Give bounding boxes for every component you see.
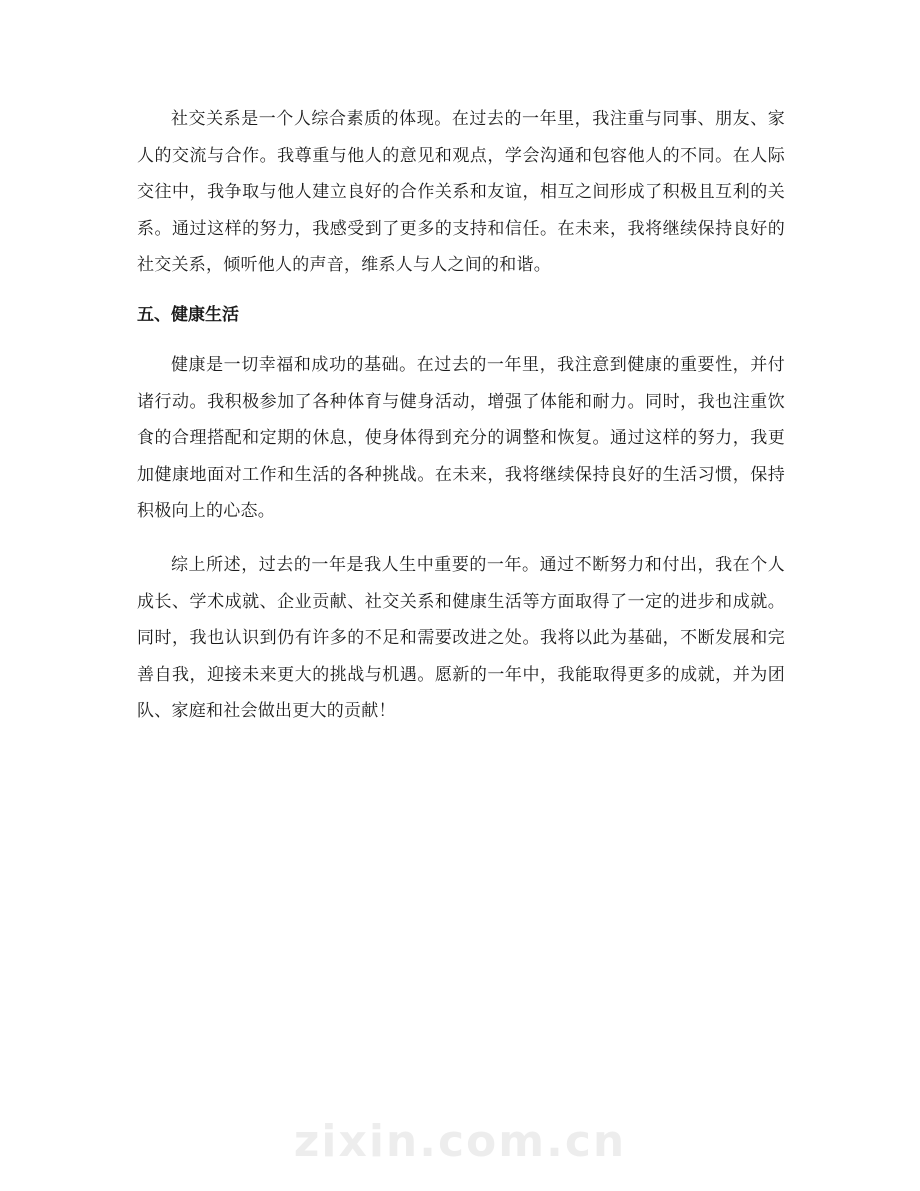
document-body (137, 101, 785, 730)
section-heading-health: 五、健康生活 (137, 304, 239, 325)
paragraph-spacer (137, 530, 785, 547)
watermark-logo: zixin.com.cn (293, 1116, 627, 1167)
paragraph-healthy-living: 健康是一切幸福和成功的基础。在过去的一年里，我注意到健康的重要性，并付诸行动。我积极参加了各种体育与健身活动，增强了体能和耐力。同时，我也注重饮食的合理搭配和定期的休息，使身体得到充分的调整和恢复。通过这样的努力，我更加健康地面对工作和生活的各种挑战。在未来，我将继续保持良好的生活习惯，保持积极向上的心态。 (137, 354, 785, 522)
paragraph-social-relations: 社交关系是一个人综合素质的体现。在过去的一年里，我注重与同事、朋友、家人的交流与合作。我尊重与他人的意见和观点，学会沟通和包容他人的不同。在人际交往中，我争取与他人建立良好的合作关系和友谊，相互之间形成了积极且互利的关系。通过这样的努力，我感受到了更多的支持和信任。在未来，我将继续保持良好的社交关系，倾听他人的声音，维系人与人之间的和谐。 (137, 109, 785, 276)
paragraph-summary: 综上所述，过去的一年是我人生中重要的一年。通过不断努力和付出，我在个人成长、学术成就、企业贡献、社交关系和健康生活等方面取得了一定的进步和成就。同时，我也认识到仍有许多的不足和需要改进之处。我将以此为基础，不断发展和完善自我，迎接未来更大的挑战与机遇。愿新的一年中，我能取得更多的成就，并为团队、家庭和社会做出更大的贡献！ (137, 554, 785, 722)
